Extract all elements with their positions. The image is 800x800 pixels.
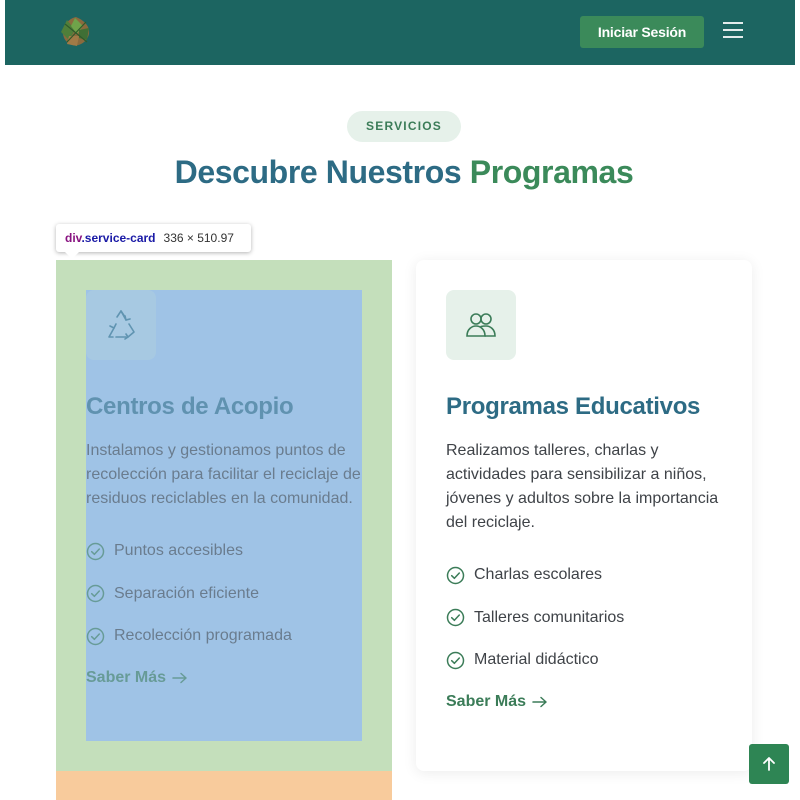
arrow-right-icon	[532, 696, 548, 708]
feature-label: Separación eficiente	[114, 584, 259, 602]
feature-label: Material didáctico	[474, 651, 599, 668]
feature-item	[86, 626, 362, 646]
inspector-tag: div	[65, 231, 82, 245]
login-button[interactable]: Iniciar Sesión	[580, 16, 704, 48]
section-badge: SERVICIOS	[347, 111, 461, 142]
feature-label: Talleres comunitarios	[474, 608, 625, 626]
service-card-educativos	[416, 260, 752, 771]
recycle-icon	[104, 308, 138, 342]
feature-item	[446, 608, 722, 628]
link-label: Saber Más	[86, 669, 167, 686]
card-icon-box	[86, 290, 156, 360]
scroll-to-top-button[interactable]	[749, 744, 789, 784]
card-title: Programas Educativos	[446, 393, 701, 420]
hamburger-menu-icon[interactable]	[722, 21, 744, 39]
inspector-margin-overlay	[56, 771, 392, 800]
check-circle-icon	[446, 608, 465, 627]
feature-label: Puntos accesibles	[114, 542, 243, 559]
inspector-tooltip-arrow	[64, 251, 80, 259]
link-label: Saber Más	[446, 693, 527, 710]
users-icon	[464, 308, 498, 342]
feature-list	[446, 565, 722, 670]
service-card-centros	[56, 260, 392, 771]
feature-item	[86, 584, 362, 604]
saber-mas-link[interactable]	[446, 693, 722, 711]
check-circle-icon	[446, 566, 465, 585]
feature-item	[446, 565, 722, 585]
check-circle-icon	[446, 651, 465, 670]
logo-icon[interactable]	[57, 14, 95, 50]
arrow-up-icon	[761, 756, 777, 772]
title-part-2: Programas	[469, 154, 634, 190]
card-description: Instalamos y gestionamos puntos de recolección para facilitar el reciclaje de residuos reciclables en la comunidad.	[86, 442, 361, 507]
check-circle-icon	[86, 542, 105, 561]
saber-mas-link[interactable]	[86, 669, 362, 687]
inspector-dimensions: 336 × 510.97	[163, 231, 234, 245]
navbar	[5, 0, 795, 65]
feature-label: Recolección programada	[114, 627, 292, 644]
inspector-tooltip	[56, 224, 251, 252]
card-title: Centros de Acopio	[86, 393, 294, 420]
feature-item	[446, 650, 722, 670]
feature-item	[86, 541, 362, 561]
arrow-right-icon	[172, 672, 188, 684]
inspector-class: .service-card	[81, 231, 156, 245]
card-icon-box	[446, 290, 516, 360]
check-circle-icon	[86, 627, 105, 646]
title-part-1: Descubre Nuestros	[174, 154, 462, 190]
check-circle-icon	[86, 584, 105, 603]
feature-label: Charlas escolares	[474, 566, 603, 583]
section-title	[0, 154, 800, 191]
feature-list	[86, 541, 362, 646]
card-description: Realizamos talleres, charlas y actividades para sensibilizar a niños, jóvenes y adultos sobre la importancia del reciclaje.	[446, 442, 719, 531]
